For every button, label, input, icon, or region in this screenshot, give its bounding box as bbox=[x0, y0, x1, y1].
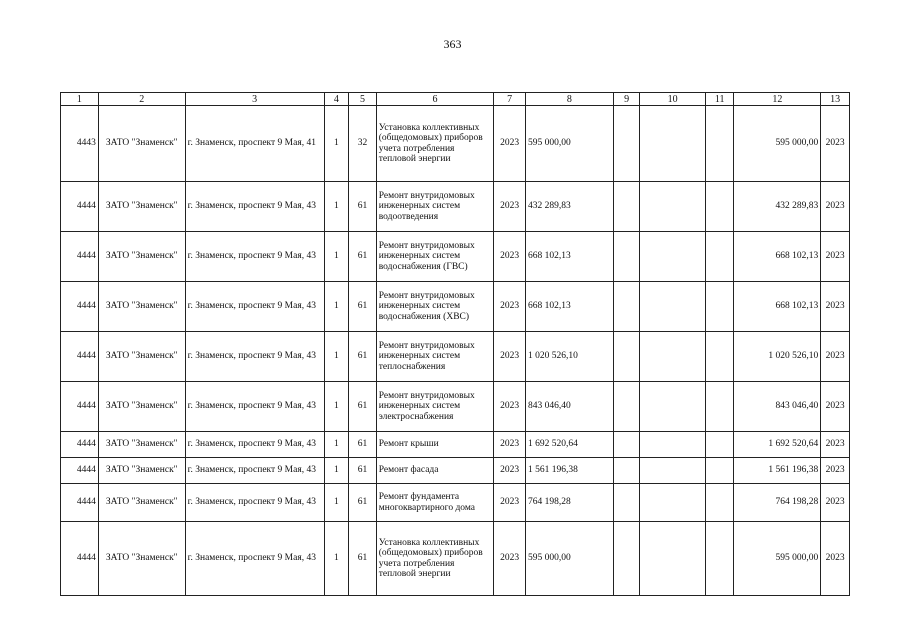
municipality-cell: ЗАТО "Знаменск" bbox=[98, 432, 185, 458]
column-header-9: 9 bbox=[613, 93, 640, 106]
total-cell: 1 692 520,64 bbox=[734, 432, 821, 458]
work-type-cell: Ремонт фундамента многоквартирного дома bbox=[376, 484, 494, 522]
col11-cell bbox=[705, 106, 734, 182]
col10-cell bbox=[640, 484, 705, 522]
col10-cell bbox=[640, 232, 705, 282]
table-row bbox=[61, 484, 850, 522]
col11-cell bbox=[705, 522, 734, 596]
page-number: 363 bbox=[443, 37, 462, 51]
work-type-cell: Ремонт крыши bbox=[376, 432, 494, 458]
cost-cell: 432 289,83 bbox=[525, 182, 613, 232]
col4-cell: 1 bbox=[324, 232, 349, 282]
row-id: 4444 bbox=[61, 522, 99, 596]
column-header-12: 12 bbox=[734, 93, 821, 106]
col4-cell: 1 bbox=[324, 432, 349, 458]
municipality-cell: ЗАТО "Знаменск" bbox=[98, 484, 185, 522]
year-cell: 2023 bbox=[494, 432, 526, 458]
work-type-cell: Ремонт внутридомовых инженерных систем теплоснабжения bbox=[376, 332, 494, 382]
col9-cell bbox=[613, 382, 640, 432]
table-row bbox=[61, 458, 850, 484]
end-year-cell: 2023 bbox=[821, 282, 850, 332]
end-year-cell: 2023 bbox=[821, 484, 850, 522]
total-cell: 843 046,40 bbox=[734, 382, 821, 432]
total-cell: 764 198,28 bbox=[734, 484, 821, 522]
col11-cell bbox=[705, 484, 734, 522]
col9-cell bbox=[613, 458, 640, 484]
capital-repair-table bbox=[60, 92, 850, 596]
column-header-7: 7 bbox=[494, 93, 526, 106]
column-header-1: 1 bbox=[61, 93, 99, 106]
col11-cell bbox=[705, 332, 734, 382]
cost-cell: 843 046,40 bbox=[525, 382, 613, 432]
row-id: 4443 bbox=[61, 106, 99, 182]
col10-cell bbox=[640, 106, 705, 182]
col5-cell: 61 bbox=[349, 282, 377, 332]
address-cell: г. Знаменск, проспект 9 Мая, 43 bbox=[185, 182, 324, 232]
row-id: 4444 bbox=[61, 332, 99, 382]
end-year-cell: 2023 bbox=[821, 458, 850, 484]
col11-cell bbox=[705, 282, 734, 332]
cost-cell: 1 020 526,10 bbox=[525, 332, 613, 382]
col5-cell: 61 bbox=[349, 522, 377, 596]
table-row bbox=[61, 232, 850, 282]
address-cell: г. Знаменск, проспект 9 Мая, 43 bbox=[185, 282, 324, 332]
col10-cell bbox=[640, 432, 705, 458]
end-year-cell: 2023 bbox=[821, 232, 850, 282]
column-header-4: 4 bbox=[324, 93, 349, 106]
work-type-cell: Установка коллективных (общедомовых) приборов учета потребления тепловой энергии bbox=[376, 522, 494, 596]
cost-cell: 1 561 196,38 bbox=[525, 458, 613, 484]
column-header-2: 2 bbox=[98, 93, 185, 106]
col9-cell bbox=[613, 106, 640, 182]
col4-cell: 1 bbox=[324, 458, 349, 484]
column-header-11: 11 bbox=[705, 93, 734, 106]
row-id: 4444 bbox=[61, 432, 99, 458]
col11-cell bbox=[705, 182, 734, 232]
municipality-cell: ЗАТО "Знаменск" bbox=[98, 522, 185, 596]
municipality-cell: ЗАТО "Знаменск" bbox=[98, 332, 185, 382]
col4-cell: 1 bbox=[324, 484, 349, 522]
column-header-3: 3 bbox=[185, 93, 324, 106]
year-cell: 2023 bbox=[494, 282, 526, 332]
year-cell: 2023 bbox=[494, 458, 526, 484]
column-header-10: 10 bbox=[640, 93, 705, 106]
cost-cell: 595 000,00 bbox=[525, 106, 613, 182]
year-cell: 2023 bbox=[494, 484, 526, 522]
total-cell: 595 000,00 bbox=[734, 522, 821, 596]
row-id: 4444 bbox=[61, 282, 99, 332]
col5-cell: 61 bbox=[349, 458, 377, 484]
table-row bbox=[61, 382, 850, 432]
col10-cell bbox=[640, 282, 705, 332]
row-id: 4444 bbox=[61, 484, 99, 522]
table-row bbox=[61, 182, 850, 232]
col11-cell bbox=[705, 232, 734, 282]
cost-cell: 1 692 520,64 bbox=[525, 432, 613, 458]
col11-cell bbox=[705, 382, 734, 432]
col9-cell bbox=[613, 484, 640, 522]
work-type-cell: Ремонт внутридомовых инженерных систем водоснабжения (ГВС) bbox=[376, 232, 494, 282]
row-id: 4444 bbox=[61, 458, 99, 484]
address-cell: г. Знаменск, проспект 9 Мая, 43 bbox=[185, 382, 324, 432]
col9-cell bbox=[613, 432, 640, 458]
total-cell: 1 020 526,10 bbox=[734, 332, 821, 382]
column-header-6: 6 bbox=[376, 93, 494, 106]
work-type-cell: Ремонт внутридомовых инженерных систем водоотведения bbox=[376, 182, 494, 232]
work-type-cell: Ремонт внутридомовых инженерных систем водоснабжения (ХВС) bbox=[376, 282, 494, 332]
end-year-cell: 2023 bbox=[821, 522, 850, 596]
col9-cell bbox=[613, 332, 640, 382]
col4-cell: 1 bbox=[324, 522, 349, 596]
col5-cell: 61 bbox=[349, 484, 377, 522]
col9-cell bbox=[613, 232, 640, 282]
col4-cell: 1 bbox=[324, 332, 349, 382]
col5-cell: 32 bbox=[349, 106, 377, 182]
end-year-cell: 2023 bbox=[821, 182, 850, 232]
column-header-5: 5 bbox=[349, 93, 377, 106]
work-type-cell: Ремонт внутридомовых инженерных систем электроснабжения bbox=[376, 382, 494, 432]
municipality-cell: ЗАТО "Знаменск" bbox=[98, 106, 185, 182]
row-id: 4444 bbox=[61, 182, 99, 232]
col10-cell bbox=[640, 458, 705, 484]
address-cell: г. Знаменск, проспект 9 Мая, 43 bbox=[185, 332, 324, 382]
table-row bbox=[61, 332, 850, 382]
cost-cell: 668 102,13 bbox=[525, 282, 613, 332]
year-cell: 2023 bbox=[494, 106, 526, 182]
col5-cell: 61 bbox=[349, 182, 377, 232]
year-cell: 2023 bbox=[494, 232, 526, 282]
address-cell: г. Знаменск, проспект 9 Мая, 43 bbox=[185, 484, 324, 522]
cost-cell: 764 198,28 bbox=[525, 484, 613, 522]
col9-cell bbox=[613, 282, 640, 332]
column-header-8: 8 bbox=[525, 93, 613, 106]
year-cell: 2023 bbox=[494, 522, 526, 596]
table-row bbox=[61, 282, 850, 332]
work-type-cell: Ремонт фасада bbox=[376, 458, 494, 484]
col4-cell: 1 bbox=[324, 182, 349, 232]
address-cell: г. Знаменск, проспект 9 Мая, 43 bbox=[185, 458, 324, 484]
municipality-cell: ЗАТО "Знаменск" bbox=[98, 282, 185, 332]
row-id: 4444 bbox=[61, 232, 99, 282]
col4-cell: 1 bbox=[324, 382, 349, 432]
municipality-cell: ЗАТО "Знаменск" bbox=[98, 232, 185, 282]
end-year-cell: 2023 bbox=[821, 332, 850, 382]
total-cell: 668 102,13 bbox=[734, 232, 821, 282]
cost-cell: 668 102,13 bbox=[525, 232, 613, 282]
end-year-cell: 2023 bbox=[821, 432, 850, 458]
municipality-cell: ЗАТО "Знаменск" bbox=[98, 458, 185, 484]
year-cell: 2023 bbox=[494, 382, 526, 432]
municipality-cell: ЗАТО "Знаменск" bbox=[98, 382, 185, 432]
col9-cell bbox=[613, 522, 640, 596]
col5-cell: 61 bbox=[349, 382, 377, 432]
table-row bbox=[61, 522, 850, 596]
year-cell: 2023 bbox=[494, 332, 526, 382]
address-cell: г. Знаменск, проспект 9 Мая, 43 bbox=[185, 432, 324, 458]
col10-cell bbox=[640, 382, 705, 432]
col10-cell bbox=[640, 522, 705, 596]
address-cell: г. Знаменск, проспект 9 Мая, 43 bbox=[185, 522, 324, 596]
address-cell: г. Знаменск, проспект 9 Мая, 43 bbox=[185, 232, 324, 282]
total-cell: 668 102,13 bbox=[734, 282, 821, 332]
end-year-cell: 2023 bbox=[821, 106, 850, 182]
col4-cell: 1 bbox=[324, 106, 349, 182]
total-cell: 432 289,83 bbox=[734, 182, 821, 232]
col4-cell: 1 bbox=[324, 282, 349, 332]
col11-cell bbox=[705, 432, 734, 458]
table-row bbox=[61, 432, 850, 458]
total-cell: 1 561 196,38 bbox=[734, 458, 821, 484]
row-id: 4444 bbox=[61, 382, 99, 432]
col5-cell: 61 bbox=[349, 432, 377, 458]
col11-cell bbox=[705, 458, 734, 484]
header-row bbox=[61, 93, 850, 106]
col9-cell bbox=[613, 182, 640, 232]
work-type-cell: Установка коллективных (общедомовых) приборов учета потребления тепловой энергии bbox=[376, 106, 494, 182]
cost-cell: 595 000,00 bbox=[525, 522, 613, 596]
column-header-13: 13 bbox=[821, 93, 850, 106]
col10-cell bbox=[640, 182, 705, 232]
col5-cell: 61 bbox=[349, 232, 377, 282]
col5-cell: 61 bbox=[349, 332, 377, 382]
total-cell: 595 000,00 bbox=[734, 106, 821, 182]
year-cell: 2023 bbox=[494, 182, 526, 232]
col10-cell bbox=[640, 332, 705, 382]
municipality-cell: ЗАТО "Знаменск" bbox=[98, 182, 185, 232]
table-row bbox=[61, 106, 850, 182]
address-cell: г. Знаменск, проспект 9 Мая, 41 bbox=[185, 106, 324, 182]
end-year-cell: 2023 bbox=[821, 382, 850, 432]
